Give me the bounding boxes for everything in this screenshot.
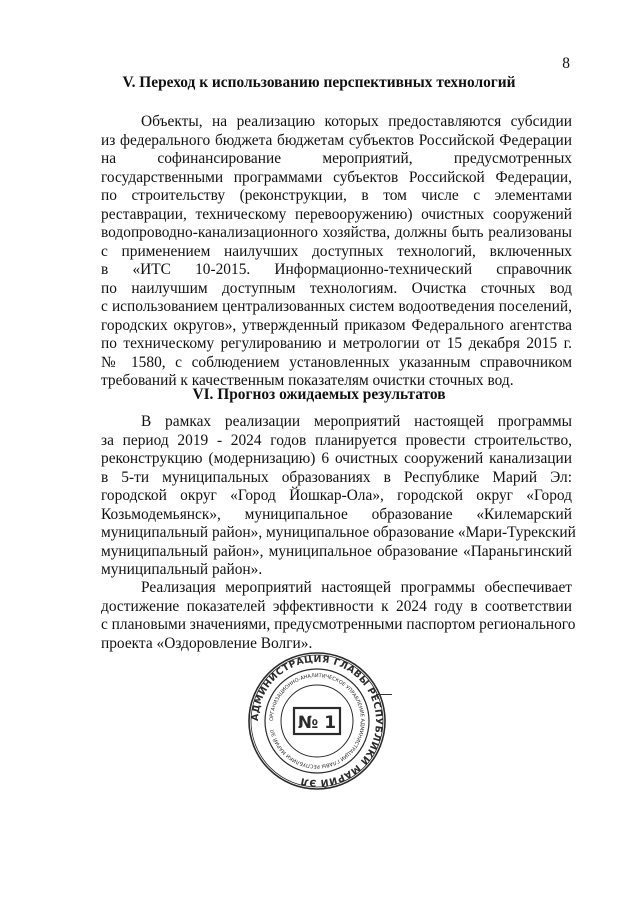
text-line: требований к качественным показателям очистки сточных вод. — [101, 372, 514, 389]
section-6-heading: VI. Прогноз ожидаемых результатов — [192, 386, 446, 403]
text-line: из федерального бюджета бюджетам субъектов Российской Федерации — [101, 131, 572, 149]
text-line: муниципальный район», муниципальное образование «Мари-Турекский — [101, 524, 576, 541]
text-line: В рамках реализации мероприятий настоящей программы — [141, 413, 572, 430]
text-line: № 1580, с соблюдением установленных указанным справочником — [101, 353, 572, 371]
text-line: Объекты, на реализацию которых предоставляются субсидии — [141, 113, 572, 130]
text-line: водопроводно-канализационного хозяйства, должны быть реализованы — [101, 224, 572, 241]
text-line: с применением наилучших доступных технологий, включенных — [101, 242, 572, 260]
text-line: по строительству (реконструкции, в том числе с элементами — [101, 187, 572, 204]
section-6-paragraph-1 — [101, 413, 576, 580]
text-line: Реализация мероприятий настоящей программы обеспечивает — [141, 579, 572, 596]
text-line: с использованием централизованных систем водоотведения поселений, — [101, 298, 572, 315]
text-line: Козьмодемьянск», муниципальное образование «Килемарский — [101, 505, 572, 523]
text-line: городской округ «Город Йошкар-Ола», городской округ «Город — [101, 487, 572, 504]
text-line: муниципальный район». — [101, 561, 263, 578]
text-line: по наилучшим доступным технологиям. Очистка сточных вод — [101, 279, 572, 297]
text-line: реконструкцию (модернизацию) 6 очистных сооружений канализации — [101, 450, 572, 467]
text-line: на софинансирование мероприятий, предусмотренных — [101, 150, 572, 167]
section-5-paragraph — [101, 113, 572, 391]
text-line: в 5-ти муниципальных образованиях в Республике Марий Эл: — [101, 468, 572, 486]
section-6-paragraph-2 — [101, 579, 576, 653]
text-line: проекта «Оздоровление Волги». — [101, 634, 313, 652]
text-line: муниципальный район», муниципальное образование «Параньгинский — [101, 542, 572, 560]
text-line: по техническому регулированию и метрологии от 15 декабря 2015 г. — [101, 335, 572, 352]
text-line: городских округов», утвержденный приказом Федерального агентства — [101, 316, 572, 334]
text-line: в «ИТС 10-2015. Информационно-технический справочник — [101, 261, 572, 278]
text-line: реставрации, техническому перевооружению) очистных сооружений — [101, 205, 572, 223]
section-5-heading: V. Переход к использованию перспективных технологий — [122, 74, 516, 91]
official-stamp — [247, 651, 387, 791]
stamp-inner-text: ОРГАНИЗАЦИОННО-АНАЛИТИЧЕСКОЕ УПРАВЛЕНИЕ АДМИНИСТРАЦИИ ГЛАВЫ РЕСПУБЛИКИ МАРИЙ ЭЛ — [268, 672, 366, 770]
stamp-outer-text: АДМИНИСТРАЦИЯ ГЛАВЫ РЕСПУБЛИКИ МАРИЙ ЭЛ — [249, 653, 385, 789]
stamp-number: № 1 — [297, 713, 337, 733]
text-line: за период 2019 - 2024 годов планируется провести строительство, — [101, 431, 572, 449]
page-number: 8 — [562, 55, 570, 72]
text-line: достижение показателей эффективности к 2024 году в соответствии — [101, 597, 572, 615]
text-line: государственными программами субъектов Российской Федерации, — [101, 168, 572, 186]
text-line: с плановыми значениями, предусмотренными паспортом регионального — [101, 616, 576, 633]
